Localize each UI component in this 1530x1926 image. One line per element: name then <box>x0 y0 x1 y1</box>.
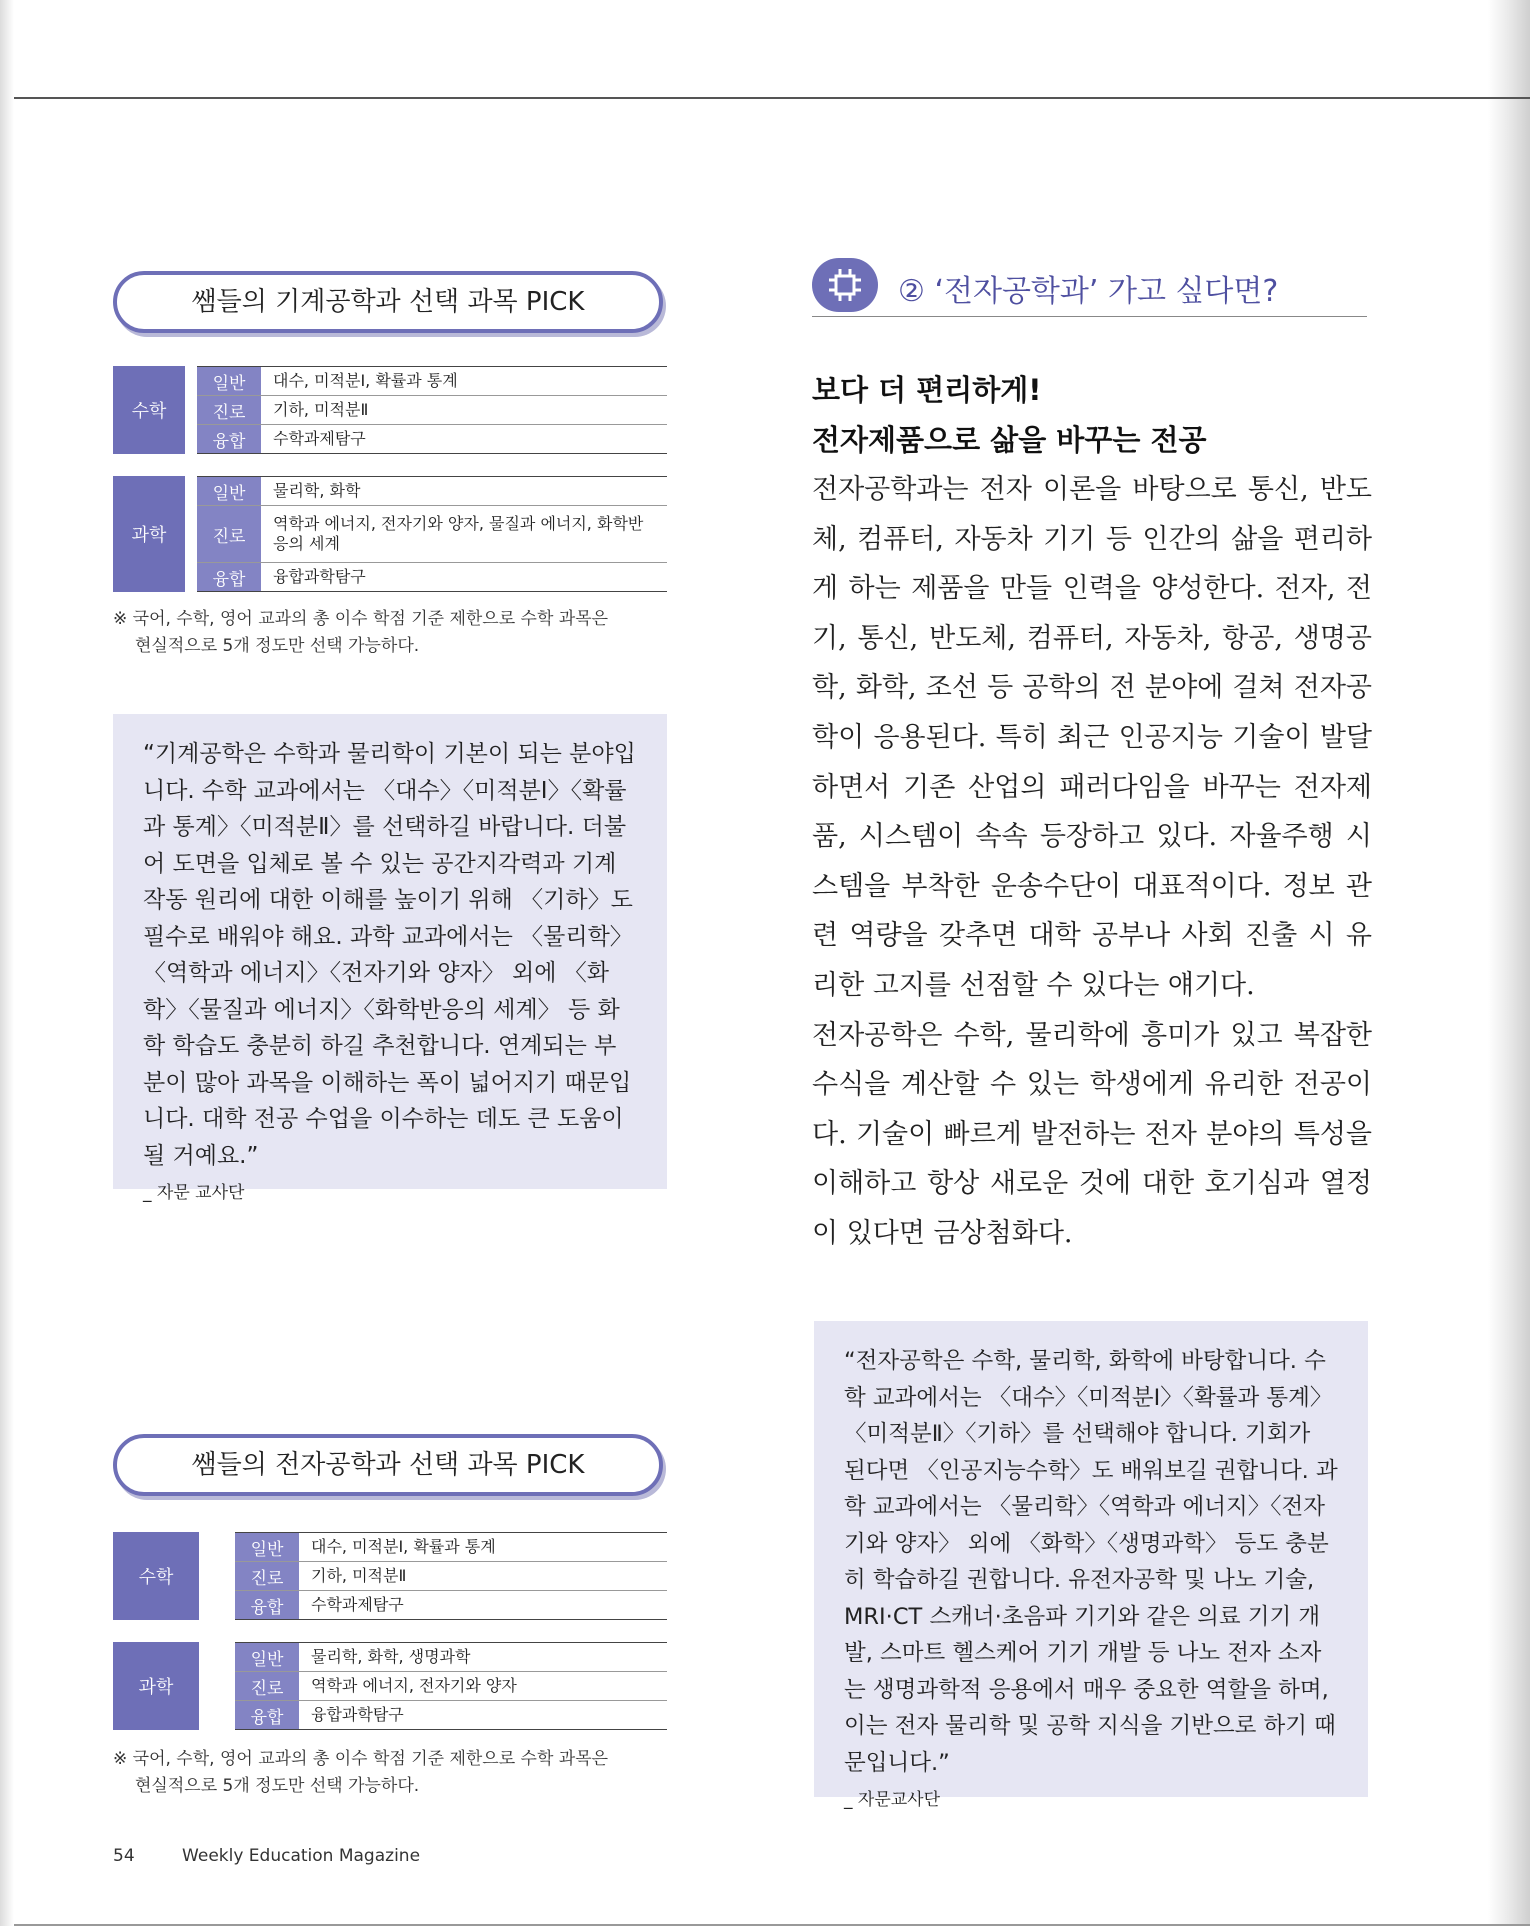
magazine-name: Weekly Education Magazine <box>182 1846 421 1866</box>
tag-fusion: 융합 <box>235 1591 299 1619</box>
mech-quote-box <box>113 714 667 1203</box>
section-title-text: ‘전자공학과’ 가고 싶다면? <box>934 274 1279 309</box>
table-row <box>197 367 667 396</box>
table-row <box>235 1701 667 1729</box>
section-title <box>898 266 1278 310</box>
table-row <box>197 563 667 591</box>
mech-subject-table <box>113 366 667 614</box>
table-row <box>235 1562 667 1591</box>
mech-science-group <box>113 476 667 592</box>
elec-math-group <box>113 1532 667 1620</box>
note-line: ※ 국어, 수학, 영어 교과의 총 이수 학점 기준 제한으로 수학 과목은 <box>113 1749 609 1769</box>
mech-math-label: 수학 <box>113 366 185 454</box>
section-number: ② <box>898 274 925 309</box>
subject-value: 기하, 미적분Ⅱ <box>273 400 369 419</box>
section-header <box>812 258 1367 317</box>
page-edge-left <box>0 0 14 1926</box>
body-paragraph: 전자공학과는 전자 이론을 바탕으로 통신, 반도체, 컴퓨터, 자동차 기기 등 인간의 삶을 편리하게 하는 제품을 만들 인력을 양성한다. 전자, 전기, 통신, 반도체, 컴퓨터, 자동차, 항공, 생명공학, 화학, 조선 등 공학의 전 분야에 걸쳐 전자공학이 응용된다. 특히 최근 인공지능 기술이 발달하면서 기존 산업의 패러다임을 바꾸는 전자제품, 시스템이 속속 등장하고 있다. 자율주행 시스템을 부착한 운송수단이 대표적이다. 정보 관련 역량을 갖추면 대학 공부나 사회 진출 시 유리한 고지를 선점할 수 있다는 얘기다. <box>812 474 1372 1001</box>
mech-quote: “기계공학은 수학과 물리학이 기본이 되는 분야입니다. 수학 교과에서는 〈대수〉〈미적분Ⅰ〉〈확률과 통계〉〈미적분Ⅱ〉를 선택하길 바랍니다. 더불어 도면을 입체로 볼 수 있는 공간지각력과 기계 작동 원리에 대한 이해를 높이기 위해 〈기하〉도 필수로 배워야 해요. 과학 교과에서는 〈물리학〉〈역학과 에너지〉〈전자기와 양자〉 외에 〈화학〉〈물질과 에너지〉〈화학반응의 세계〉 등 화학 학습도 충분히 하길 추천합니다. 연계되는 부분이 많아 과목을 이해하는 폭이 넓어지기 때문입니다. 대학 전공 수업을 이수하는 데도 큰 도움이 될 거예요.” <box>143 741 636 1169</box>
elec-quote-source: _ 자문교사단 <box>844 1790 941 1810</box>
tag-general: 일반 <box>197 477 261 505</box>
tag-career: 진로 <box>235 1562 299 1590</box>
tag-career: 진로 <box>197 506 261 562</box>
body-paragraph: 전자공학은 수학, 물리학에 흥미가 있고 복잡한 수식을 계산할 수 있는 학생에게 유리한 전공이다. 기술이 빠르게 발전하는 전자 분야의 특성을 이해하고 항상 새로운 것에 대한 호기심과 열정이 있다면 금상첨화다. <box>812 1019 1372 1249</box>
elec-quote: “전자공학은 수학, 물리학, 화학에 바탕합니다. 수학 교과에서는 〈대수〉〈미적분Ⅰ〉〈확률과 통계〉〈미적분Ⅱ〉〈기하〉를 선택해야 합니다. 기회가 된다면 〈인공지능수학〉도 배워보길 권합니다. 과학 교과에서는 〈물리학〉〈역학과 에너지〉〈전자기와 양자〉 외에 〈화학〉〈생명과학〉 등도 충분히 학습하길 권합니다. 유전자공학 및 나노 기술, MRI·CT 스캐너·초음파 기기와 같은 의료 기기 개발, 스마트 헬스케어 기기 개발 등 나노 전자 소자는 생명과학적 응용에서 매우 중요한 역할을 하며, 이는 전자 물리학 및 공학 지식을 기반으로 하기 때문입니다.” <box>844 1348 1338 1776</box>
mech-quote-source: _ 자문 교사단 <box>143 1183 245 1203</box>
tag-fusion: 융합 <box>235 1701 299 1729</box>
subject-value: 기하, 미적분Ⅱ <box>311 1566 407 1585</box>
tag-general: 일반 <box>235 1533 299 1561</box>
note-line: 현실적으로 5개 정도만 선택 가능하다. <box>135 1776 420 1796</box>
tag-general: 일반 <box>235 1643 299 1671</box>
elec-science-group <box>113 1642 667 1730</box>
table-row <box>197 506 667 563</box>
table-row <box>235 1591 667 1619</box>
elec-subject-table <box>113 1532 667 1752</box>
circuit-chip-icon <box>812 258 878 312</box>
mech-note <box>113 606 673 660</box>
subject-value: 역학과 에너지, 전자기와 양자, 물질과 에너지, 화학반응의 세계 <box>273 514 644 553</box>
elec-note <box>113 1746 673 1800</box>
body-text <box>812 465 1372 1259</box>
elec-pick-title: 쌤들의 전자공학과 선택 과목 PICK <box>113 1434 663 1496</box>
tag-fusion: 융합 <box>197 563 261 591</box>
table-row <box>235 1643 667 1672</box>
tag-fusion: 융합 <box>197 425 261 453</box>
note-line: 현실적으로 5개 정도만 선택 가능하다. <box>135 636 420 656</box>
subject-value: 수학과제탐구 <box>273 429 366 448</box>
elec-math-label: 수학 <box>113 1532 199 1620</box>
table-row <box>235 1672 667 1701</box>
subject-value: 수학과제탐구 <box>311 1595 404 1614</box>
page-footer <box>113 1846 420 1866</box>
subject-value: 대수, 미적분Ⅰ, 확률과 통계 <box>273 371 458 390</box>
subject-value: 대수, 미적분Ⅰ, 확률과 통계 <box>311 1537 496 1556</box>
subject-value: 역학과 에너지, 전자기와 양자 <box>311 1676 517 1695</box>
mech-pick-title: 쌤들의 기계공학과 선택 과목 PICK <box>113 271 663 333</box>
mech-science-label: 과학 <box>113 476 185 592</box>
subject-value: 물리학, 화학, 생명과학 <box>311 1647 471 1666</box>
elec-quote-box <box>814 1321 1368 1810</box>
elec-science-label: 과학 <box>113 1642 199 1730</box>
table-row <box>197 425 667 453</box>
table-row <box>197 477 667 506</box>
tag-career: 진로 <box>235 1672 299 1700</box>
table-row <box>197 396 667 425</box>
headline-line-1: 보다 더 편리하게! <box>812 373 1042 407</box>
tag-general: 일반 <box>197 367 261 395</box>
page-number: 54 <box>113 1846 135 1866</box>
subject-value: 융합과학탐구 <box>311 1705 404 1724</box>
headline-line-2: 전자제품으로 삶을 바꾸는 전공 <box>812 423 1207 457</box>
page-edge-right <box>1488 0 1530 1926</box>
subject-value: 물리학, 화학 <box>273 481 361 500</box>
headline <box>812 365 1206 465</box>
subject-value: 융합과학탐구 <box>273 567 366 586</box>
note-line: ※ 국어, 수학, 영어 교과의 총 이수 학점 기준 제한으로 수학 과목은 <box>113 609 609 629</box>
table-row <box>235 1533 667 1562</box>
tag-career: 진로 <box>197 396 261 424</box>
top-rule <box>14 97 1530 99</box>
mech-math-group <box>113 366 667 454</box>
